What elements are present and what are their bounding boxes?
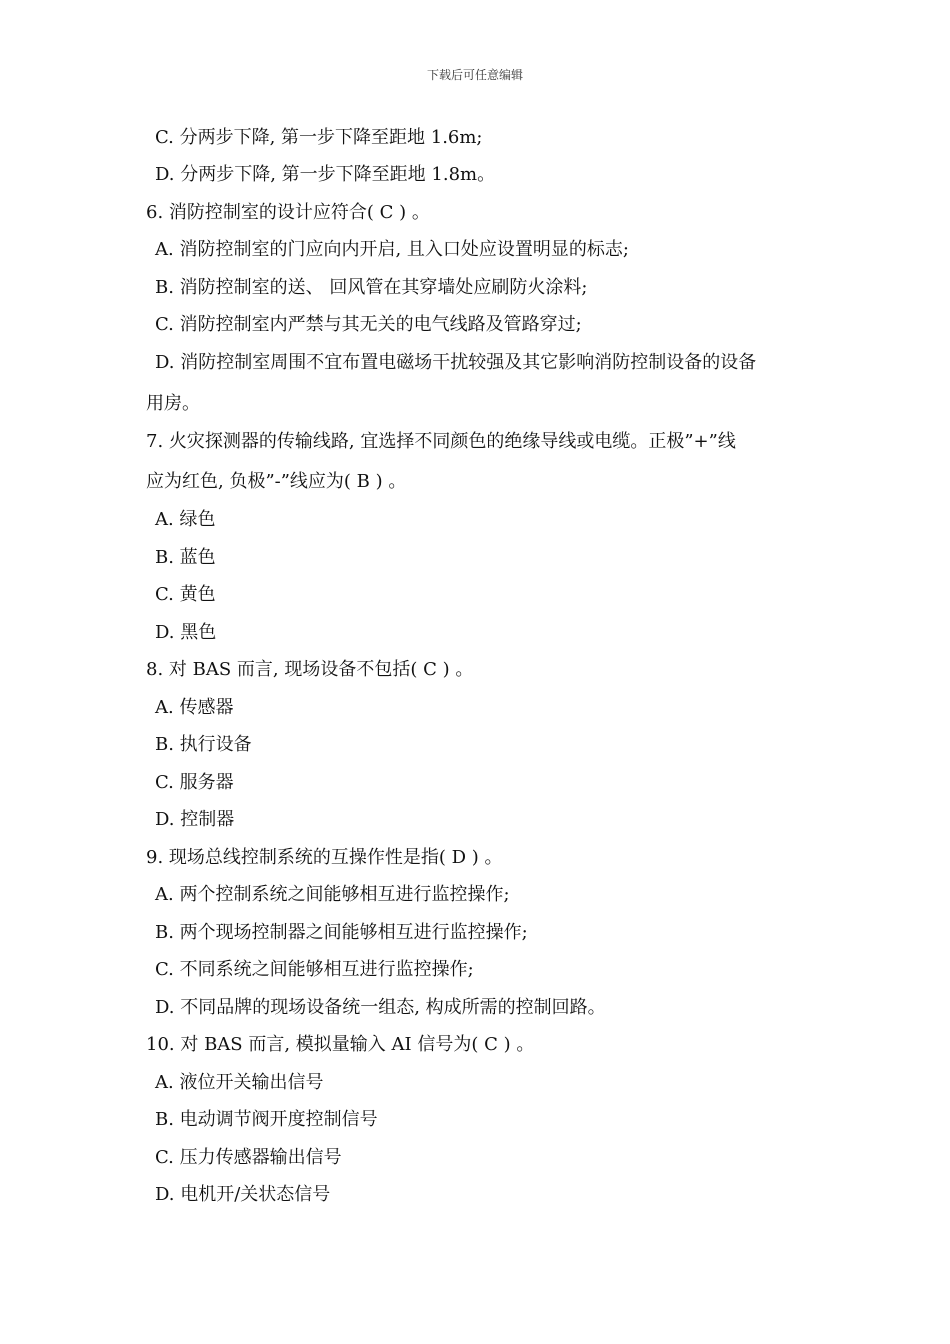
option-line: B. 两个现场控制器之间能够相互进行监控操作; bbox=[155, 922, 528, 943]
question-line: 10. 对 BAS 而言, 模拟量输入 AI 信号为( C ) 。 bbox=[146, 1034, 535, 1055]
option-line: B. 消防控制室的送、 回风管在其穿墙处应刷防火涂料; bbox=[155, 277, 588, 298]
page-header: 下载后可任意编辑 bbox=[426, 68, 523, 82]
option-line: C. 不同系统之间能够相互进行监控操作; bbox=[155, 959, 474, 980]
option-line: D. 分两步下降, 第一步下降至距地 1.8m。 bbox=[155, 164, 496, 185]
option-line: A. 消防控制室的门应向内开启, 且入口处应设置明显的标志; bbox=[155, 239, 629, 260]
option-line: C. 服务器 bbox=[155, 772, 234, 793]
option-line: D. 消防控制室周围不宜布置电磁场干扰较强及其它影响消防控制设备的设备 bbox=[155, 352, 757, 373]
option-line: C. 压力传感器输出信号 bbox=[155, 1147, 342, 1168]
option-line: D. 不同品牌的现场设备统一组态, 构成所需的控制回路。 bbox=[155, 997, 606, 1018]
question-line: 8. 对 BAS 而言, 现场设备不包括( C ) 。 bbox=[146, 659, 474, 680]
option-line: D. 控制器 bbox=[155, 809, 235, 830]
continuation-line: 应为红色, 负极”-”线应为( B ) 。 bbox=[146, 471, 407, 492]
option-line: C. 分两步下降, 第一步下降至距地 1.6m; bbox=[155, 127, 483, 148]
option-line: C. 消防控制室内严禁与其无关的电气线路及管路穿过; bbox=[155, 314, 582, 335]
option-line: A. 绿色 bbox=[155, 509, 216, 530]
option-line: A. 液位开关输出信号 bbox=[155, 1072, 324, 1093]
option-line: B. 执行设备 bbox=[155, 734, 252, 755]
option-line: A. 传感器 bbox=[155, 697, 234, 718]
option-line: D. 电机开/关状态信号 bbox=[155, 1184, 331, 1205]
option-line: C. 黄色 bbox=[155, 584, 216, 605]
question-line: 9. 现场总线控制系统的互操作性是指( D ) 。 bbox=[146, 847, 503, 868]
option-line: B. 蓝色 bbox=[155, 547, 216, 568]
option-line: B. 电动调节阀开度控制信号 bbox=[155, 1109, 378, 1130]
option-line: D. 黑色 bbox=[155, 622, 217, 643]
question-line: 7. 火灾探测器的传输线路, 宜选择不同颜色的绝缘导线或电缆。正极”+”线 bbox=[146, 431, 736, 452]
continuation-line: 用房。 bbox=[146, 393, 200, 414]
option-line: A. 两个控制系统之间能够相互进行监控操作; bbox=[155, 884, 510, 905]
question-line: 6. 消防控制室的设计应符合( C ) 。 bbox=[146, 202, 430, 223]
